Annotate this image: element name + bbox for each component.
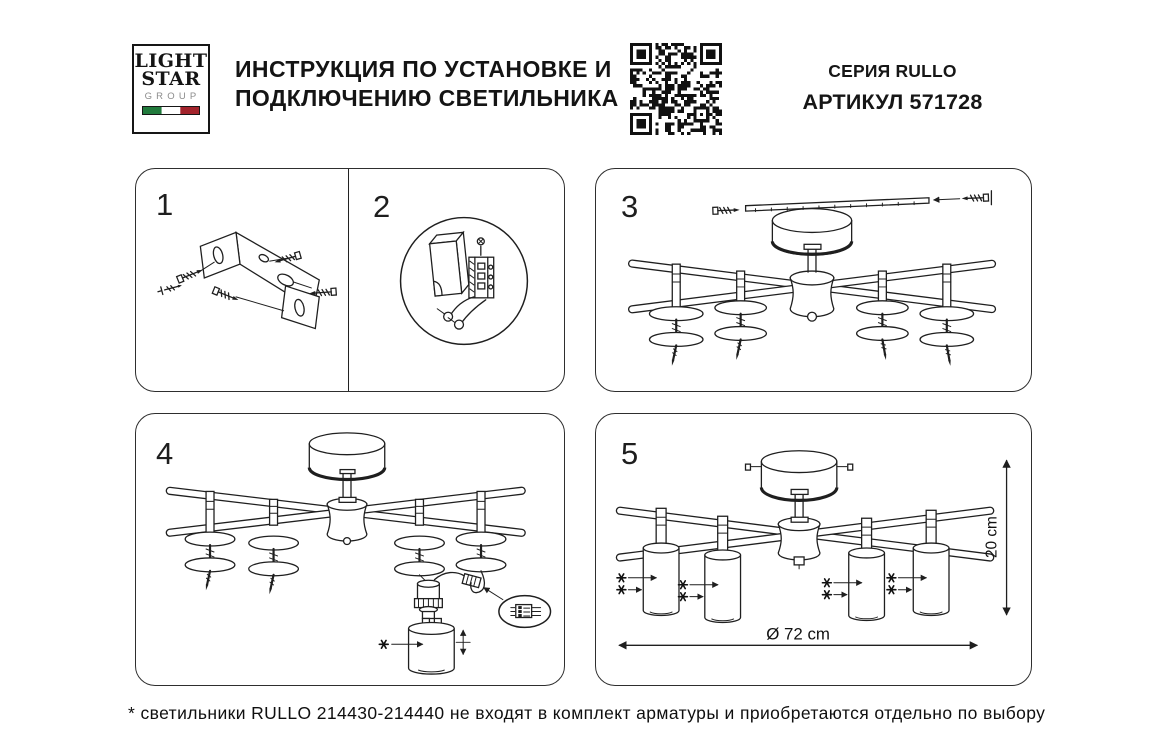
mounting-bracket-drawing [157,232,336,328]
italian-flag-icon [142,106,200,115]
step1-2-drawing [136,169,564,391]
step-panel-1-2 [135,168,565,392]
mounting-screw-icon [713,206,740,214]
asterisk-marker [617,586,626,594]
step-number-3: 3 [621,189,639,224]
product-id-block [750,61,1035,115]
lightstar-logo [132,44,210,134]
lamp-holder [249,499,299,594]
step4-drawing [136,414,564,685]
step-panel-4 [135,413,565,686]
lamp-holder [920,264,974,366]
step-panel-3 [595,168,1032,392]
asterisk-marker [678,593,687,601]
page-title [235,55,619,113]
wiring-detail-drawing [401,218,528,345]
width-dimension-label: Ø 72 cm [766,624,830,644]
asterisk-marker [887,574,896,582]
asterisk-marker [822,591,831,599]
height-dimension-label: 20 cm [983,516,1001,559]
lamp-socket-drawing [415,580,443,618]
asterisk-marker [617,574,626,582]
logo-word-star: STAR [141,68,201,90]
terminal-detail-bubble [499,596,551,628]
lamp-holder [649,264,703,366]
shade-drawing [643,508,679,615]
move-vertical-icon [456,630,470,654]
shade-drawing [913,510,949,615]
step-number-5: 5 [621,436,639,471]
footnote: * светильники RULLO 214430-214440 не входят в комплект арматуры и приобретаются отдельно по выбору [128,703,1046,723]
lamp-holder [395,499,445,581]
mounting-screw-icon [962,194,989,202]
lamp-holder [715,271,767,360]
wire-connector-drawing [462,574,481,588]
step-number-1: 1 [156,187,174,222]
logo-word-light: LIGHT [134,50,208,72]
shade-drawing [849,518,885,620]
asterisk-marker [822,579,831,587]
page-title-line1: ИНСТРУКЦИЯ ПО УСТАНОВКЕ И [235,56,612,82]
asterisk-marker [887,586,896,594]
shade-drawing [409,618,455,674]
step5-drawing [596,414,1031,685]
asterisk-marker [678,581,687,589]
logo-word-group: GROUP [144,91,201,102]
step-number-2: 2 [373,189,391,224]
shade-drawing [705,516,741,622]
series-label: СЕРИЯ RULLO [828,61,957,81]
qr-code [630,43,722,135]
asterisk-marker [379,640,388,648]
step3-drawing [596,169,1031,391]
page-title-line2: ПОДКЛЮЧЕНИЮ СВЕТИЛЬНИКА [235,85,619,111]
step-number-4: 4 [156,436,174,471]
lamp-holder [185,491,235,590]
article-label: АРТИКУЛ 571728 [802,90,983,114]
step-panel-5 [595,413,1032,686]
lamp-holder [857,271,909,360]
